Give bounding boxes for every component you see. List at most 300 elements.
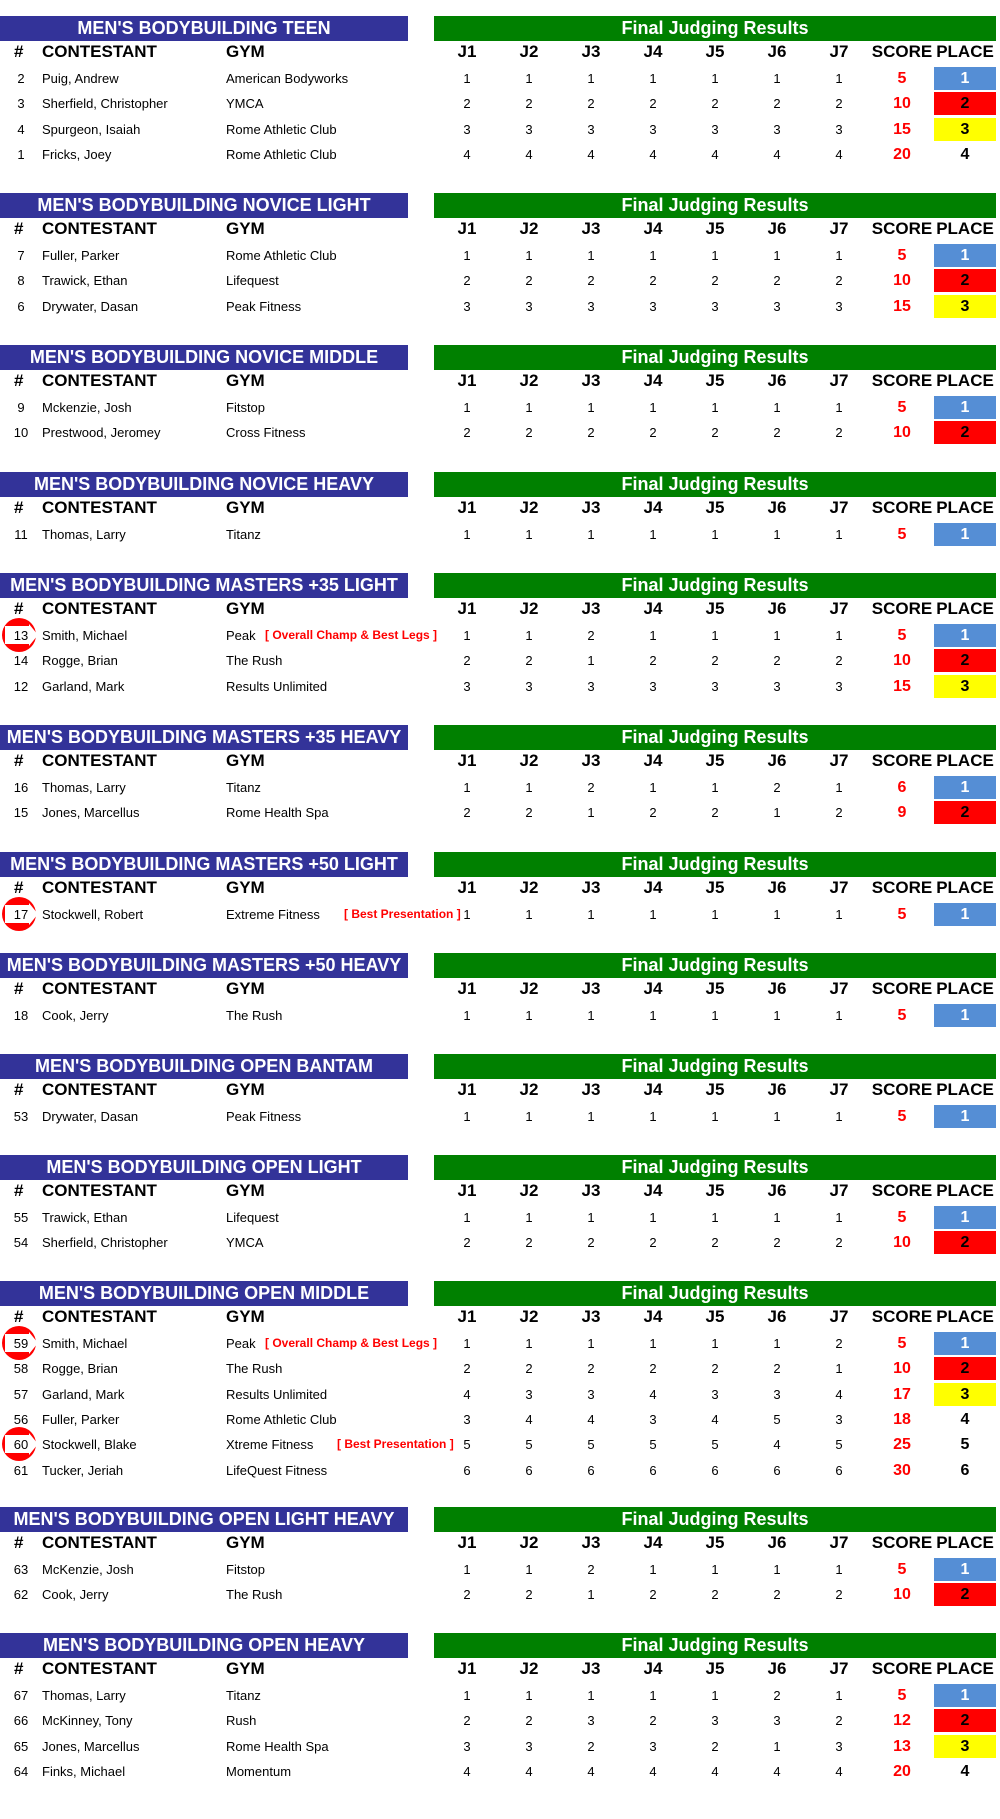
contestant-gym: Rome Health Spa: [226, 805, 329, 821]
contestant-number: 13: [13, 628, 29, 643]
header-judge-4: J4: [643, 751, 663, 770]
judge-5-score: 1: [711, 1336, 719, 1351]
judge-4-score: 1: [649, 400, 657, 415]
judge-1-score: 2: [463, 1361, 471, 1377]
contestant-gym: Titanz: [226, 780, 261, 795]
judge-2-score: 2: [525, 1587, 533, 1603]
judge-4-score: 2: [649, 1235, 657, 1251]
contestant-gym: Rome Athletic Club: [226, 121, 337, 137]
judge-6-score: 4: [773, 1763, 781, 1779]
contestant-gym: Rome Athletic Club: [226, 248, 337, 263]
judge-2-score: 2: [525, 1361, 533, 1377]
judge-4-score: 3: [649, 1411, 657, 1427]
judge-5-score: 1: [711, 248, 719, 263]
header-place: PLACE: [936, 1533, 994, 1552]
header-judge-4: J4: [643, 371, 663, 390]
award-note: [ Overall Champ & Best Legs ]: [265, 1336, 438, 1350]
header-number: #: [14, 979, 24, 998]
total-score: 13: [893, 1737, 911, 1755]
header-judge-1: J1: [457, 1307, 477, 1326]
contestant-number: 4: [17, 121, 25, 137]
contestant-name: Tucker, Jeriah: [42, 1462, 124, 1478]
judge-6-score: 5: [773, 1411, 781, 1427]
total-score: 10: [893, 272, 911, 290]
judge-1-score: 1: [463, 248, 471, 263]
judge-4-score: 1: [649, 780, 657, 795]
header-judge-5: J5: [705, 371, 725, 390]
column-header-row: [0, 1530, 1000, 1555]
total-score: 5: [897, 1561, 907, 1578]
judge-6-score: 2: [773, 1361, 781, 1377]
header-judge-7: J7: [829, 979, 849, 998]
table-row: [0, 1458, 1000, 1483]
header-judge-4: J4: [643, 1181, 663, 1200]
header-contestant: CONTESTANT: [42, 42, 157, 61]
header-judge-6: J6: [767, 1181, 787, 1200]
header-place: PLACE: [936, 219, 994, 238]
judge-1-score: 1: [463, 527, 471, 542]
contestant-number: 57: [13, 1386, 29, 1402]
contestant-number: 18: [13, 1008, 29, 1023]
judge-1-score: 1: [463, 400, 471, 415]
judge-5-score: 1: [711, 527, 719, 542]
judge-4-score: 2: [649, 273, 657, 289]
judge-7-score: 4: [835, 1386, 843, 1402]
judge-7-score: 2: [835, 1336, 843, 1351]
header-judge-2: J2: [519, 1181, 539, 1200]
total-score: 25: [893, 1436, 911, 1454]
contestant-gym: Xtreme Fitness: [226, 1437, 314, 1453]
judge-1-score: 2: [463, 1713, 471, 1729]
column-header-row: [0, 1656, 1000, 1681]
judge-3-score: 1: [587, 1587, 595, 1603]
division-title: MEN'S BODYBUILDING OPEN LIGHT HEAVY: [0, 1507, 408, 1532]
contestant-gym: Rush: [226, 1713, 257, 1729]
header-judge-1: J1: [457, 1533, 477, 1552]
judge-6-score: 1: [773, 628, 781, 643]
header-judge-4: J4: [643, 498, 663, 517]
contestant-gym: Fitstop: [226, 400, 266, 415]
judge-3-score: 4: [587, 146, 595, 162]
contestant-number: 61: [13, 1462, 29, 1478]
header-contestant: CONTESTANT: [42, 1533, 157, 1552]
header-score: SCORE: [871, 751, 933, 770]
column-header-row: [0, 875, 1000, 900]
judge-1-score: 2: [463, 96, 471, 112]
column-header-row: [0, 596, 1000, 621]
final-place: 4: [960, 145, 970, 163]
total-score: 5: [897, 1335, 907, 1352]
header-judge-7: J7: [829, 751, 849, 770]
judge-3-score: 2: [587, 1738, 595, 1754]
column-header-row: [0, 39, 1000, 64]
contestant-name: Sherfield, Christopher: [42, 1235, 168, 1251]
header-contestant: CONTESTANT: [42, 1181, 157, 1200]
table-row: [0, 91, 1000, 116]
header-judge-7: J7: [829, 498, 849, 517]
header-judge-5: J5: [705, 1181, 725, 1200]
judge-6-score: 1: [773, 71, 781, 86]
contestant-number: 15: [13, 805, 29, 821]
table-row: [0, 1734, 1000, 1759]
contestant-name: Thomas, Larry: [42, 1688, 126, 1703]
header-score: SCORE: [871, 878, 933, 897]
contestant-gym: Cross Fitness: [226, 425, 306, 441]
judge-6-score: 3: [773, 1713, 781, 1729]
header-judge-7: J7: [829, 42, 849, 61]
contestant-name: Garland, Mark: [42, 1386, 125, 1402]
judge-7-score: 2: [835, 1713, 843, 1729]
header-gym: GYM: [226, 599, 265, 618]
judge-3-score: 1: [587, 805, 595, 821]
final-place: 2: [960, 95, 970, 113]
judge-5-score: 4: [711, 146, 719, 162]
contestant-name: Stockwell, Blake: [42, 1437, 137, 1453]
final-place: 1: [960, 779, 970, 796]
judge-2-score: 3: [525, 121, 533, 137]
judge-4-score: 2: [649, 1361, 657, 1377]
judge-7-score: 1: [835, 907, 843, 922]
total-score: 5: [897, 70, 907, 87]
header-judge-5: J5: [705, 1659, 725, 1678]
division-title: MEN'S BODYBUILDING NOVICE LIGHT: [0, 193, 408, 218]
judge-2-score: 2: [525, 1235, 533, 1251]
judge-2-score: 1: [525, 248, 533, 263]
judge-1-score: 1: [463, 71, 471, 86]
header-gym: GYM: [226, 1533, 265, 1552]
judge-6-score: 1: [773, 1109, 781, 1124]
total-score: 15: [893, 677, 911, 695]
contestant-name: Thomas, Larry: [42, 780, 126, 795]
header-judge-2: J2: [519, 751, 539, 770]
judge-7-score: 2: [835, 425, 843, 441]
header-place: PLACE: [936, 42, 994, 61]
header-contestant: CONTESTANT: [42, 1307, 157, 1326]
judge-7-score: 3: [835, 1411, 843, 1427]
contestant-name: Jones, Marcellus: [42, 805, 140, 821]
header-score: SCORE: [871, 1659, 933, 1678]
judge-1-score: 1: [463, 1336, 471, 1351]
judge-2-score: 1: [525, 400, 533, 415]
table-row: [0, 1582, 1000, 1607]
header-judge-2: J2: [519, 1307, 539, 1326]
final-place: 2: [960, 652, 970, 670]
final-place: 4: [960, 1410, 970, 1428]
header-judge-5: J5: [705, 1080, 725, 1099]
header-judge-7: J7: [829, 1181, 849, 1200]
table-row: [0, 1708, 1000, 1733]
header-judge-1: J1: [457, 1659, 477, 1678]
header-judge-2: J2: [519, 219, 539, 238]
table-row: [0, 420, 1000, 445]
final-place: 1: [960, 399, 970, 416]
judge-4-score: 1: [649, 1562, 657, 1577]
header-score: SCORE: [871, 979, 933, 998]
judge-4-score: 6: [649, 1462, 657, 1478]
judge-5-score: 4: [711, 1763, 719, 1779]
final-place: 1: [960, 1007, 970, 1024]
judge-6-score: 1: [773, 907, 781, 922]
judge-2-score: 1: [525, 1008, 533, 1023]
contestant-number: 54: [13, 1235, 29, 1251]
header-score: SCORE: [871, 498, 933, 517]
judge-2-score: 4: [525, 1411, 533, 1427]
total-score: 9: [897, 804, 907, 822]
judge-4-score: 1: [649, 527, 657, 542]
total-score: 15: [893, 120, 911, 138]
header-place: PLACE: [936, 498, 994, 517]
table-row: [0, 623, 1000, 648]
column-header-row: [0, 976, 1000, 1001]
header-judge-1: J1: [457, 1181, 477, 1200]
contestant-name: Smith, Michael: [42, 628, 128, 643]
header-number: #: [14, 1307, 24, 1326]
header-place: PLACE: [936, 751, 994, 770]
judge-5-score: 1: [711, 1562, 719, 1577]
column-header-row: [0, 1304, 1000, 1329]
total-score: 5: [897, 1007, 907, 1024]
header-number: #: [14, 1659, 24, 1678]
judge-3-score: 6: [587, 1462, 595, 1478]
final-place: 3: [960, 1737, 970, 1755]
final-place: 6: [960, 1461, 970, 1479]
judge-7-score: 2: [835, 96, 843, 112]
header-judge-6: J6: [767, 371, 787, 390]
judge-3-score: 1: [587, 1109, 595, 1124]
header-place: PLACE: [936, 1181, 994, 1200]
header-place: PLACE: [936, 979, 994, 998]
contestant-gym: Extreme Fitness: [226, 907, 320, 922]
contestant-name: Cook, Jerry: [42, 1008, 109, 1023]
contestant-number: 58: [13, 1361, 29, 1377]
judge-2-score: 1: [525, 1336, 533, 1351]
judge-5-score: 2: [711, 1738, 719, 1754]
judge-4-score: 5: [649, 1437, 657, 1453]
judge-6-score: 2: [773, 780, 781, 795]
table-row: [0, 1003, 1000, 1028]
header-place: PLACE: [936, 1307, 994, 1326]
header-judge-7: J7: [829, 219, 849, 238]
judge-1-score: 1: [463, 1688, 471, 1703]
header-gym: GYM: [226, 498, 265, 517]
table-row: [0, 294, 1000, 319]
contestant-name: Puig, Andrew: [42, 71, 119, 86]
header-gym: GYM: [226, 878, 265, 897]
column-header-row: [0, 495, 1000, 520]
judge-7-score: 1: [835, 1109, 843, 1124]
header-number: #: [14, 42, 24, 61]
final-results-banner: Final Judging Results: [434, 16, 996, 41]
table-row: [0, 1230, 1000, 1255]
judge-6-score: 2: [773, 1587, 781, 1603]
division-title: MEN'S BODYBUILDING TEEN: [0, 16, 408, 41]
header-judge-5: J5: [705, 42, 725, 61]
judge-5-score: 2: [711, 805, 719, 821]
header-judge-5: J5: [705, 751, 725, 770]
contestant-gym: Peak Fitness: [226, 298, 302, 314]
table-row: [0, 674, 1000, 699]
header-judge-7: J7: [829, 878, 849, 897]
header-number: #: [14, 498, 24, 517]
header-judge-4: J4: [643, 1080, 663, 1099]
contestant-gym: Results Unlimited: [226, 678, 328, 694]
judge-7-score: 2: [835, 1587, 843, 1603]
header-judge-3: J3: [581, 751, 601, 770]
division-title: MEN'S BODYBUILDING OPEN BANTAM: [0, 1054, 408, 1079]
judge-7-score: 2: [835, 653, 843, 669]
judge-3-score: 1: [587, 907, 595, 922]
header-score: SCORE: [871, 1533, 933, 1552]
contestant-gym: Peak: [226, 1336, 256, 1351]
contestant-gym: YMCA: [226, 1235, 264, 1251]
contestant-gym: YMCA: [226, 96, 264, 112]
judge-1-score: 3: [463, 298, 471, 314]
table-row: [0, 775, 1000, 800]
header-contestant: CONTESTANT: [42, 219, 157, 238]
judge-3-score: 2: [587, 1235, 595, 1251]
judge-5-score: 1: [711, 1688, 719, 1703]
judge-7-score: 6: [835, 1462, 843, 1478]
judge-7-score: 1: [835, 1210, 843, 1225]
judge-2-score: 4: [525, 146, 533, 162]
judge-7-score: 3: [835, 678, 843, 694]
contestant-gym: Titanz: [226, 1688, 261, 1703]
header-judge-2: J2: [519, 1659, 539, 1678]
header-score: SCORE: [871, 42, 933, 61]
header-gym: GYM: [226, 219, 265, 238]
final-place: 1: [960, 1561, 970, 1578]
judge-3-score: 1: [587, 1210, 595, 1225]
judge-3-score: 2: [587, 628, 595, 643]
judge-1-score: 2: [463, 1587, 471, 1603]
header-judge-3: J3: [581, 371, 601, 390]
contestant-number: 60: [13, 1437, 29, 1453]
judge-5-score: 1: [711, 1109, 719, 1124]
judge-4-score: 1: [649, 1688, 657, 1703]
header-judge-5: J5: [705, 1533, 725, 1552]
judge-6-score: 1: [773, 1008, 781, 1023]
division-title: MEN'S BODYBUILDING OPEN LIGHT: [0, 1155, 408, 1180]
judge-5-score: 3: [711, 298, 719, 314]
header-number: #: [14, 1080, 24, 1099]
final-place: 1: [960, 1209, 970, 1226]
contestant-name: Prestwood, Jeromey: [42, 425, 161, 441]
final-results-banner: Final Judging Results: [434, 573, 996, 598]
final-results-banner: Final Judging Results: [434, 1155, 996, 1180]
contestant-gym: Rome Health Spa: [226, 1738, 329, 1754]
header-judge-3: J3: [581, 979, 601, 998]
final-place: 2: [960, 1234, 970, 1252]
judge-6-score: 1: [773, 400, 781, 415]
judge-5-score: 1: [711, 907, 719, 922]
total-score: 10: [893, 1586, 911, 1604]
header-number: #: [14, 1533, 24, 1552]
contestant-number: 56: [13, 1411, 29, 1427]
judge-4-score: 1: [649, 71, 657, 86]
judge-4-score: 1: [649, 1008, 657, 1023]
judge-3-score: 3: [587, 121, 595, 137]
header-judge-6: J6: [767, 979, 787, 998]
judge-5-score: 1: [711, 400, 719, 415]
judge-2-score: 1: [525, 628, 533, 643]
judge-7-score: 3: [835, 121, 843, 137]
judge-3-score: 5: [587, 1437, 595, 1453]
table-row: [0, 1104, 1000, 1129]
contestant-name: Fuller, Parker: [42, 1411, 120, 1427]
judge-1-score: 4: [463, 146, 471, 162]
total-score: 18: [893, 1410, 911, 1428]
contestant-number: 65: [13, 1738, 29, 1754]
judge-5-score: 3: [711, 1713, 719, 1729]
header-judge-1: J1: [457, 1080, 477, 1099]
header-place: PLACE: [936, 1080, 994, 1099]
judge-3-score: 1: [587, 71, 595, 86]
contestant-name: Cook, Jerry: [42, 1587, 109, 1603]
header-judge-4: J4: [643, 1659, 663, 1678]
judge-5-score: 1: [711, 780, 719, 795]
final-results-banner: Final Judging Results: [434, 472, 996, 497]
judge-4-score: 2: [649, 96, 657, 112]
judge-2-score: 2: [525, 805, 533, 821]
header-place: PLACE: [936, 1659, 994, 1678]
judge-2-score: 1: [525, 1109, 533, 1124]
judge-1-score: 1: [463, 780, 471, 795]
contestant-gym: American Bodyworks: [226, 71, 349, 86]
judge-5-score: 3: [711, 121, 719, 137]
judge-1-score: 2: [463, 1235, 471, 1251]
judge-5-score: 6: [711, 1462, 719, 1478]
table-row: [0, 902, 1000, 927]
header-gym: GYM: [226, 42, 265, 61]
contestant-gym: Peak: [226, 628, 256, 643]
judge-6-score: 6: [773, 1462, 781, 1478]
judge-1-score: 1: [463, 1109, 471, 1124]
header-place: PLACE: [936, 878, 994, 897]
judge-5-score: 1: [711, 1008, 719, 1023]
contestant-name: Smith, Michael: [42, 1336, 128, 1351]
judge-5-score: 3: [711, 678, 719, 694]
judge-4-score: 3: [649, 678, 657, 694]
header-score: SCORE: [871, 599, 933, 618]
header-judge-5: J5: [705, 219, 725, 238]
division-title: MEN'S BODYBUILDING OPEN MIDDLE: [0, 1281, 408, 1306]
judge-3-score: 3: [587, 298, 595, 314]
contestant-name: Rogge, Brian: [42, 653, 118, 669]
contestant-number: 14: [13, 653, 29, 669]
header-judge-3: J3: [581, 498, 601, 517]
table-row: [0, 522, 1000, 547]
header-judge-6: J6: [767, 219, 787, 238]
judge-6-score: 1: [773, 1738, 781, 1754]
header-contestant: CONTESTANT: [42, 979, 157, 998]
header-number: #: [14, 371, 24, 390]
judge-6-score: 3: [773, 1386, 781, 1402]
judge-7-score: 1: [835, 1688, 843, 1703]
judge-7-score: 1: [835, 628, 843, 643]
header-judge-1: J1: [457, 42, 477, 61]
contestant-number: 2: [17, 71, 25, 86]
judge-5-score: 2: [711, 96, 719, 112]
header-contestant: CONTESTANT: [42, 751, 157, 770]
division-title: MEN'S BODYBUILDING OPEN HEAVY: [0, 1633, 408, 1658]
judge-7-score: 1: [835, 1361, 843, 1377]
final-place: 3: [960, 677, 970, 695]
judge-4-score: 4: [649, 1763, 657, 1779]
header-judge-6: J6: [767, 42, 787, 61]
header-gym: GYM: [226, 1181, 265, 1200]
judge-5-score: 2: [711, 1587, 719, 1603]
contestant-number: 1: [17, 146, 25, 162]
